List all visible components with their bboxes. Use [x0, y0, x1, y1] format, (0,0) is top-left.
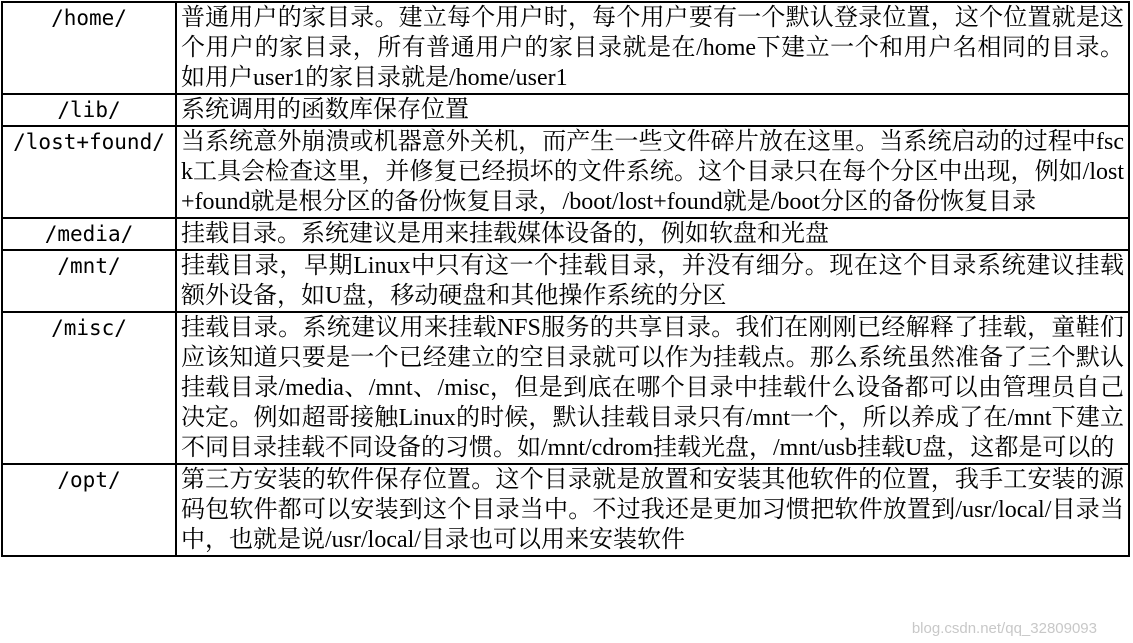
directory-description: 系统调用的函数库保存位置 [176, 94, 1129, 126]
directory-path: /misc/ [2, 312, 176, 464]
directory-path: /home/ [2, 2, 176, 94]
table-row [2, 312, 1129, 464]
directory-path: /mnt/ [2, 250, 176, 312]
directory-path: /lost+found/ [2, 126, 176, 218]
directory-description: 挂载目录，早期Linux中只有这一个挂载目录，并没有细分。现在这个目录系统建议挂载额外设备，如U盘，移动硬盘和其他操作系统的分区 [176, 250, 1129, 312]
table-row [2, 250, 1129, 312]
table-row [2, 218, 1129, 250]
directory-path: /opt/ [2, 464, 176, 556]
directory-description: 挂载目录。系统建议是用来挂载媒体设备的，例如软盘和光盘 [176, 218, 1129, 250]
directory-path: /media/ [2, 218, 176, 250]
directory-path: /lib/ [2, 94, 176, 126]
table-row [2, 2, 1129, 94]
directory-table [1, 1, 1130, 557]
directory-description: 挂载目录。系统建议用来挂载NFS服务的共享目录。我们在刚刚已经解释了挂载，童鞋们应该知道只要是一个已经建立的空目录就可以作为挂载点。那么系统虽然准备了三个默认挂载目录/media、/mnt、/misc，但是到底在哪个目录中挂载什么设备都可以由管理员自己决定。例如超哥接触Linux的时候，默认挂载目录只有/mnt一个，所以养成了在/mnt下建立不同目录挂载不同设备的习惯。如/mnt/cdrom挂载光盘，/mnt/usb挂载U盘，这都是可以的 [176, 312, 1129, 464]
table-row [2, 464, 1129, 556]
watermark: blog.csdn.net/qq_32809093 [911, 620, 1097, 637]
table-row [2, 94, 1129, 126]
directory-description: 当系统意外崩溃或机器意外关机，而产生一些文件碎片放在这里。当系统启动的过程中fsck工具会检查这里，并修复已经损坏的文件系统。这个目录只在每个分区中出现，例如/lost+found就是根分区的备份恢复目录，/boot/lost+found就是/boot分区的备份恢复目录 [176, 126, 1129, 218]
directory-description: 普通用户的家目录。建立每个用户时，每个用户要有一个默认登录位置，这个位置就是这个用户的家目录，所有普通用户的家目录就是在/home下建立一个和用户名相同的目录。如用户user1的家目录就是/home/user1 [176, 2, 1129, 94]
table-row [2, 126, 1129, 218]
directory-description: 第三方安装的软件保存位置。这个目录就是放置和安装其他软件的位置，我手工安装的源码包软件都可以安装到这个目录当中。不过我还是更加习惯把软件放置到/usr/local/目录当中，也就是说/usr/local/目录也可以用来安装软件 [176, 464, 1129, 556]
